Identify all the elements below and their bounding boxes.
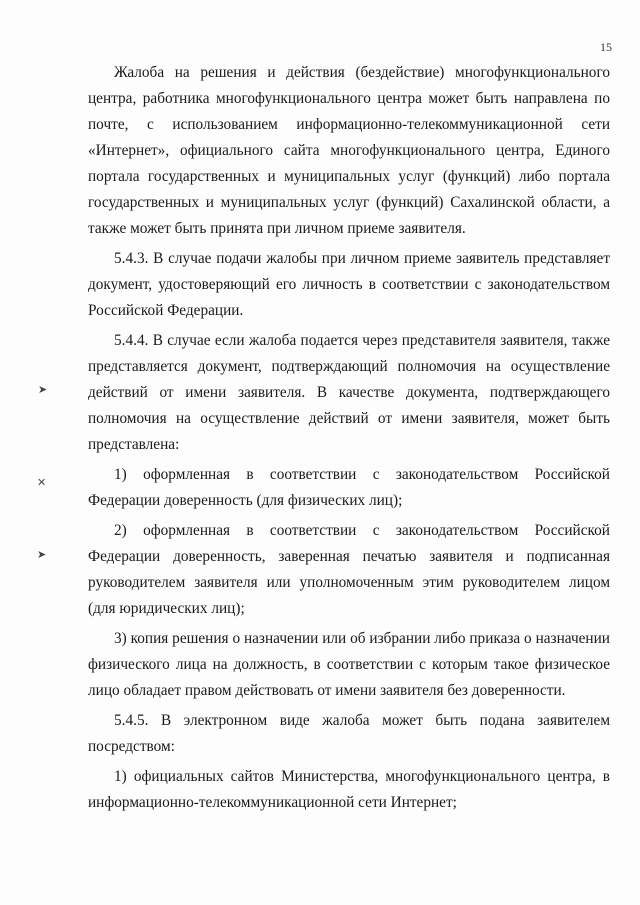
margin-mark-arrow: ➤ bbox=[37, 548, 47, 561]
paragraph-5-4-4: 5.4.4. В случае если жалоба подается через представителя заявителя, также представляется документ, подтверждающий полномочия на осуществление действий от имени заявителя. В качестве документа, подтверждающего полномочия на осуществление действий от имени заявителя, может быть представлена: bbox=[88, 332, 610, 453]
list-item-1-websites: 1) официальных сайтов Министерства, многофункционального центра, в информационно-телекоммуникационной сети Интернет; bbox=[88, 768, 610, 811]
paragraph-5-4-3: 5.4.3. В случае подачи жалобы при личном приеме заявитель представляет документ, удостоверяющий его личность в соответствии с законодательством Российской Федерации. bbox=[88, 250, 610, 319]
paragraph-complaint-intro: Жалоба на решения и действия (бездействие) многофункционального центра, работника многофункционального центра может быть направлена по почте, с использованием информационно-телекоммуникационной сети «Интернет», официального сайта многофункционального центра, Единого портала государственных и муниципальных услуг (функций) либо портала государственных и муниципальных услуг (функций) Сахалинской области, а также может быть принята при личном приеме заявителя. bbox=[88, 64, 610, 237]
margin-mark-arrow: ➤ bbox=[38, 383, 48, 396]
list-item-3-appointment: 3) копия решения о назначении или об избрании либо приказа о назначении физического лица на должность, в соответствии с которым такое физическое лицо обладает правом действовать от имени заявителя без доверенности. bbox=[88, 630, 610, 699]
paragraph-5-4-5: 5.4.5. В электронном виде жалоба может быть подана заявителем посредством: bbox=[88, 712, 610, 755]
page-number: 15 bbox=[600, 40, 612, 54]
list-item-1-individuals: 1) оформленная в соответствии с законодательством Российской Федерации доверенность (для физических лиц); bbox=[88, 466, 610, 509]
margin-mark-cross: ✕ bbox=[37, 476, 47, 489]
document-body bbox=[88, 60, 610, 820]
list-item-2-legal-entities: 2) оформленная в соответствии с законодательством Российской Федерации доверенность, заверенная печатью заявителя и подписанная руководителем заявителя или уполномоченным этим руководителем лицом (для юридических лиц); bbox=[88, 522, 610, 617]
